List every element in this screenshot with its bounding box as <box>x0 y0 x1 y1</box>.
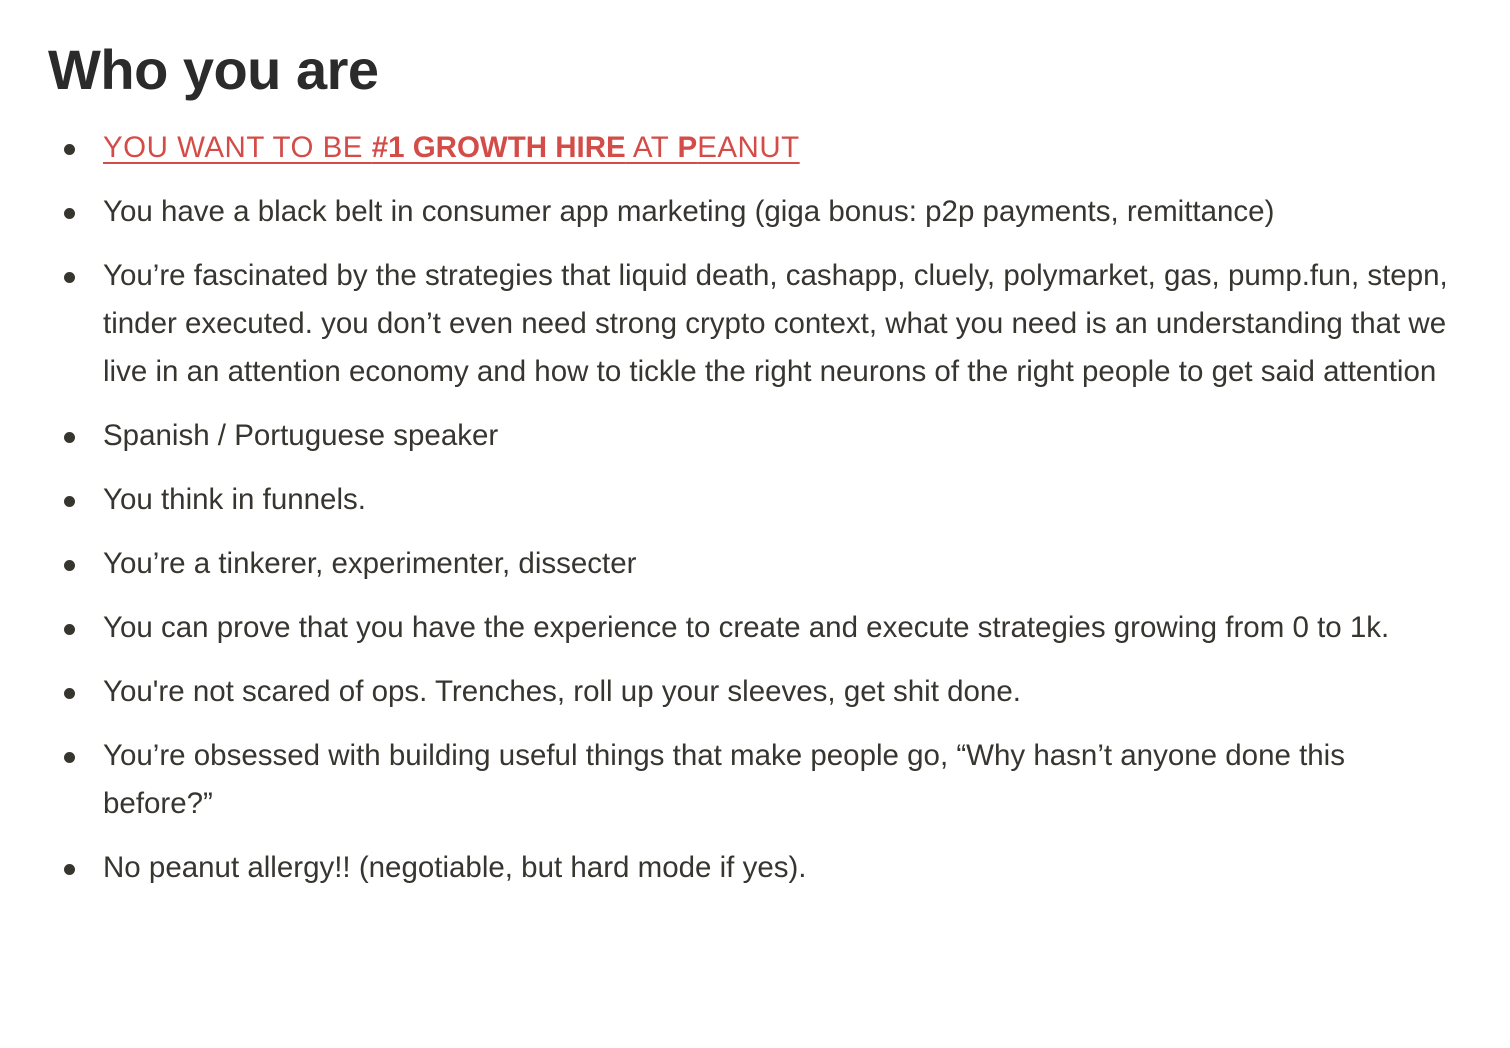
requirements-list <box>48 124 1468 892</box>
list-item-text: Spanish / Portuguese speaker <box>103 419 499 452</box>
bullet-dot-icon <box>64 144 75 155</box>
list-item <box>48 252 1448 396</box>
list-item-text: You're not scared of ops. Trenches, roll up your sleeves, get shit done. <box>103 675 1021 708</box>
list-item-text: You have a black belt in consumer app marketing (giga bonus: p2p payments, remittance) <box>103 195 1275 228</box>
list-item-text: You’re fascinated by the strategies that liquid death, cashapp, cluely, polymarket, gas, pump.fun, stepn, tinder executed. you don’t even need strong crypto context, what you need is an understanding that we live in an attention economy and how to tickle the right neurons of the right people to get said attention <box>103 259 1448 388</box>
bullet-dot-icon <box>64 560 75 571</box>
section-heading: Who you are <box>48 38 379 101</box>
list-item-text: You can prove that you have the experience to create and execute strategies growing from 0 to 1k. <box>103 611 1390 644</box>
highlight-text-part: EANUT <box>697 131 800 164</box>
bullet-dot-icon <box>64 208 75 219</box>
list-item-text: You think in funnels. <box>103 483 366 516</box>
highlight-link[interactable] <box>103 131 800 164</box>
list-item <box>48 188 1448 236</box>
highlight-text-part: AT <box>625 131 678 164</box>
highlight-text-bold: #1 GROWTH HIRE <box>371 131 626 164</box>
list-item-text: You’re obsessed with building useful things that make people go, “Why hasn’t anyone done this before?” <box>103 739 1345 820</box>
list-item-text: You’re a tinkerer, experimenter, dissecter <box>103 547 637 580</box>
list-item <box>48 540 1448 588</box>
bullet-dot-icon <box>64 864 75 875</box>
bullet-dot-icon <box>64 752 75 763</box>
bullet-dot-icon <box>64 272 75 283</box>
bullet-dot-icon <box>64 432 75 443</box>
document-page <box>48 34 1468 908</box>
list-item <box>48 668 1448 716</box>
highlight-text-bold: P <box>677 131 698 164</box>
list-item <box>48 412 1448 460</box>
bullet-dot-icon <box>64 496 75 507</box>
bullet-dot-icon <box>64 688 75 699</box>
highlight-text-part: YOU WANT TO BE <box>103 131 372 164</box>
list-item-text: No peanut allergy!! (negotiable, but hard mode if yes). <box>103 851 807 884</box>
list-item <box>48 844 1448 892</box>
list-item <box>48 476 1448 524</box>
list-item <box>48 604 1448 652</box>
list-item <box>48 732 1448 828</box>
bullet-dot-icon <box>64 624 75 635</box>
list-item-highlight <box>48 124 1448 172</box>
